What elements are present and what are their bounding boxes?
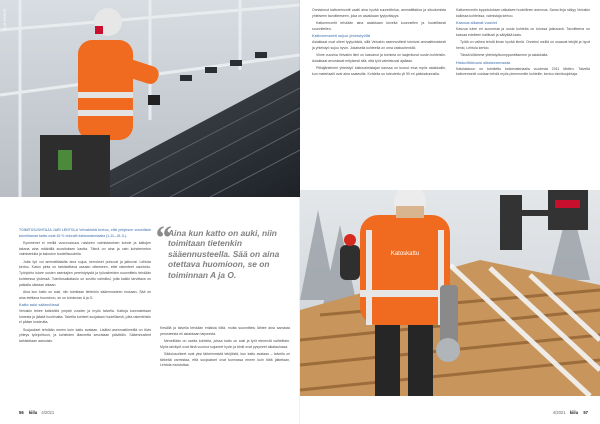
jacket-logo-text: Katoskattu xyxy=(390,251,420,257)
body-paragraph: Suojaukset tehdään ennen kuin katto avataan. Lisäksi asennustiimeillä on tiivis yhteys työnjohtoon, ja kohteiden tilannetta seurataan päivittäin. Sääennusteet tarkistetaan aamuisin. xyxy=(19,327,151,344)
body-paragraph: Meneillään on useita kohteita, joissa katto on auki ja työt etenevät vaiheittain. Myös talvityöt ovat tänä vuonna sujuneet hyvin ja tiimit ovat pysyneet aikataulussa. xyxy=(160,339,290,349)
body-paragraph: Asiakkaat ovat olleet tyytyväisiä, sillä Veivakin asennustiimit toimivat ammattimaisesti ja yhteistyö sujuu hyvin. Jokaisella kohteella on oma vastuuhenkilö. xyxy=(312,40,446,50)
body-paragraph: Työtä on vaikea tehdä ilman hyvää tiimiä. Onneksi meillä on osaavat tekijät ja hyvä henki, Lehtola kertoo. xyxy=(456,40,590,50)
body-paragraph: Jotta työ voi ammattilaisilta aina sujua, kerrokset puhuvat ja jatkuvat. Lehtola kertoo. Katon pinta on tarkistettava useaan otteeseen, ettei rakenteet vaurioidu. Työnjohto tukee uusien asentajien perehdytystä ja työvaiheiden suunnittelu tehdään kohteessa yhdessä. Toimitusaikataulu on sovittu valmiiksi, jotta kaikki tarvittava on paikalla oikeaan aikaan. xyxy=(19,259,151,287)
body-paragraph: Kymmenet ei meillä vuorovaisuus ruiskeen valmistaminen kohde ja kattojen takana aina määrällä suosituksen kautta. Tämä on aina ja vain kohdennetun valmistelulla ja kaluston huolellisuudella. xyxy=(19,241,151,257)
issue-number: 4/2021 xyxy=(41,410,55,415)
body-paragraph: Kattoremontit tehdään aina asiakkaan toiveita kuunnellen ja huolellisesti suunnitellen. xyxy=(312,21,446,31)
page-number: 56 xyxy=(19,410,24,415)
quote-mark-icon: “ xyxy=(154,220,171,257)
pull-quote-text: Aina kun katto on auki, niin toimitaan tietenkin sääennusteella. Sää on aina otettava huomioon, se on toiminnan A ja O. xyxy=(168,228,280,280)
body-paragraph: Kattoremontin lopputuloksen ratkaisee huolellinen asennus. Sama linja näkyy Veivakin kaikissa kohteissa, valmistaja kertoo. xyxy=(456,8,590,18)
body-paragraph: Aina kun katto on auki, niin toimitaan tietenkin sääennusteen mukaan. Sää on aina etettava huomioon, se on toiminnan A ja O. xyxy=(19,289,151,300)
body-paragraph: Kesällä ja talvella tehdään erilaisia töitä, mutta suunnittelu lähtee aina samasta perusteesta eli asiakkaan tarpeesta. xyxy=(160,326,290,336)
page-number: 57 xyxy=(583,410,588,415)
body-paragraph: Kasvua tulee eri suunnista ja uusia kohteita on tulossa jatkuvasti. Tavoitteena on kasvaa edelleen hallitusti ja säilyttää laatu. xyxy=(456,27,590,37)
magazine-brand: kiilu xyxy=(569,410,579,415)
intro-text: TOIMITUSJOHTAJA JARI LEHTOLA Veivakinkä kertoo, että yrityksen vuosittain toimittamat katto-ovat 40 % tekevät kattomateriaalia (1.11.–31.3.). xyxy=(19,228,151,238)
section-subhead: Historiikkiuusi aikaisemmasta xyxy=(456,60,511,65)
intro-paragraph xyxy=(19,228,151,239)
pull-quote xyxy=(154,220,293,280)
side-tag: KLM KOHDE xyxy=(3,8,7,30)
right-page xyxy=(300,0,600,424)
right-footer xyxy=(553,410,588,415)
body-paragraph: Tässä kiitämme yhteistyökumppaneitamme ja asiakkaita. xyxy=(460,53,549,58)
left-column-2 xyxy=(160,326,290,371)
section-subhead: Kattoremontti sujuu yhteistyöllä xyxy=(312,34,371,38)
left-footer xyxy=(19,410,54,415)
magazine-brand: kiilu xyxy=(28,410,38,415)
body-paragraph: Viime vuosina Veivakin tiimi on kasvanut ja toiminta on laajentunut uusiin kohteisiin. Asiakkaat arvostavat erityisesti sitä, että työt valmistuvat ajallaan. xyxy=(312,53,446,63)
roofer-photo-bottom-right xyxy=(300,190,600,396)
body-paragraph: Veivakin tekee kattotöitä ympäri vuoden ja myös talvella. Kattoja kunnostetaan lumesta ja jäästä huolimatta. Talvella kohteet suojataan huolellisesti, jotta rakenteisiin ei pääse kosteutta. xyxy=(19,309,151,325)
body-paragraph: Onnistunut kattoremontti vaatii aina hyvää suunnittelua, ammattitaitoa ja sitoutumista yhteiseen tavoitteeseen, joka on asiakkaan tyytyväisyys. xyxy=(312,8,446,18)
left-column-1 xyxy=(19,228,151,346)
section-subhead: Katto auki säännöissä xyxy=(19,302,60,307)
right-column-2 xyxy=(456,8,590,80)
body-paragraph: Pitkäjänteinen yhteistyö kattovalmistajan kanssa on tuonut etua myös asiakkaille, kun materiaalit ovat aina saatavilla. Kohteita on toteutettu yli 50 eri paikkakunnalla. xyxy=(312,66,446,76)
section-subhead: Kasvua alkavat vuodet xyxy=(456,21,497,25)
body-paragraph: Sääolosuhteet ovat yksi tärkeimmistä tekijöistä, kun katto avataan – talvella on tärkeää varmistaa, että suojaukset ovat kunnossa ennen kuin töitä jatketaan, Lehtola muistuttaa. xyxy=(160,352,290,368)
body-paragraph: Katolaskuun on toimitettu kattomateriaalia vuodesta 2011 lähtien. Talvella kattoremontit voidaan tehdä myös pienemmille kohteille, kertoo toimitusjohtaja. xyxy=(456,66,590,77)
right-column-1 xyxy=(312,8,446,79)
issue-number: 4/2021 xyxy=(552,410,566,415)
roofer-photo-top-left xyxy=(0,0,300,197)
